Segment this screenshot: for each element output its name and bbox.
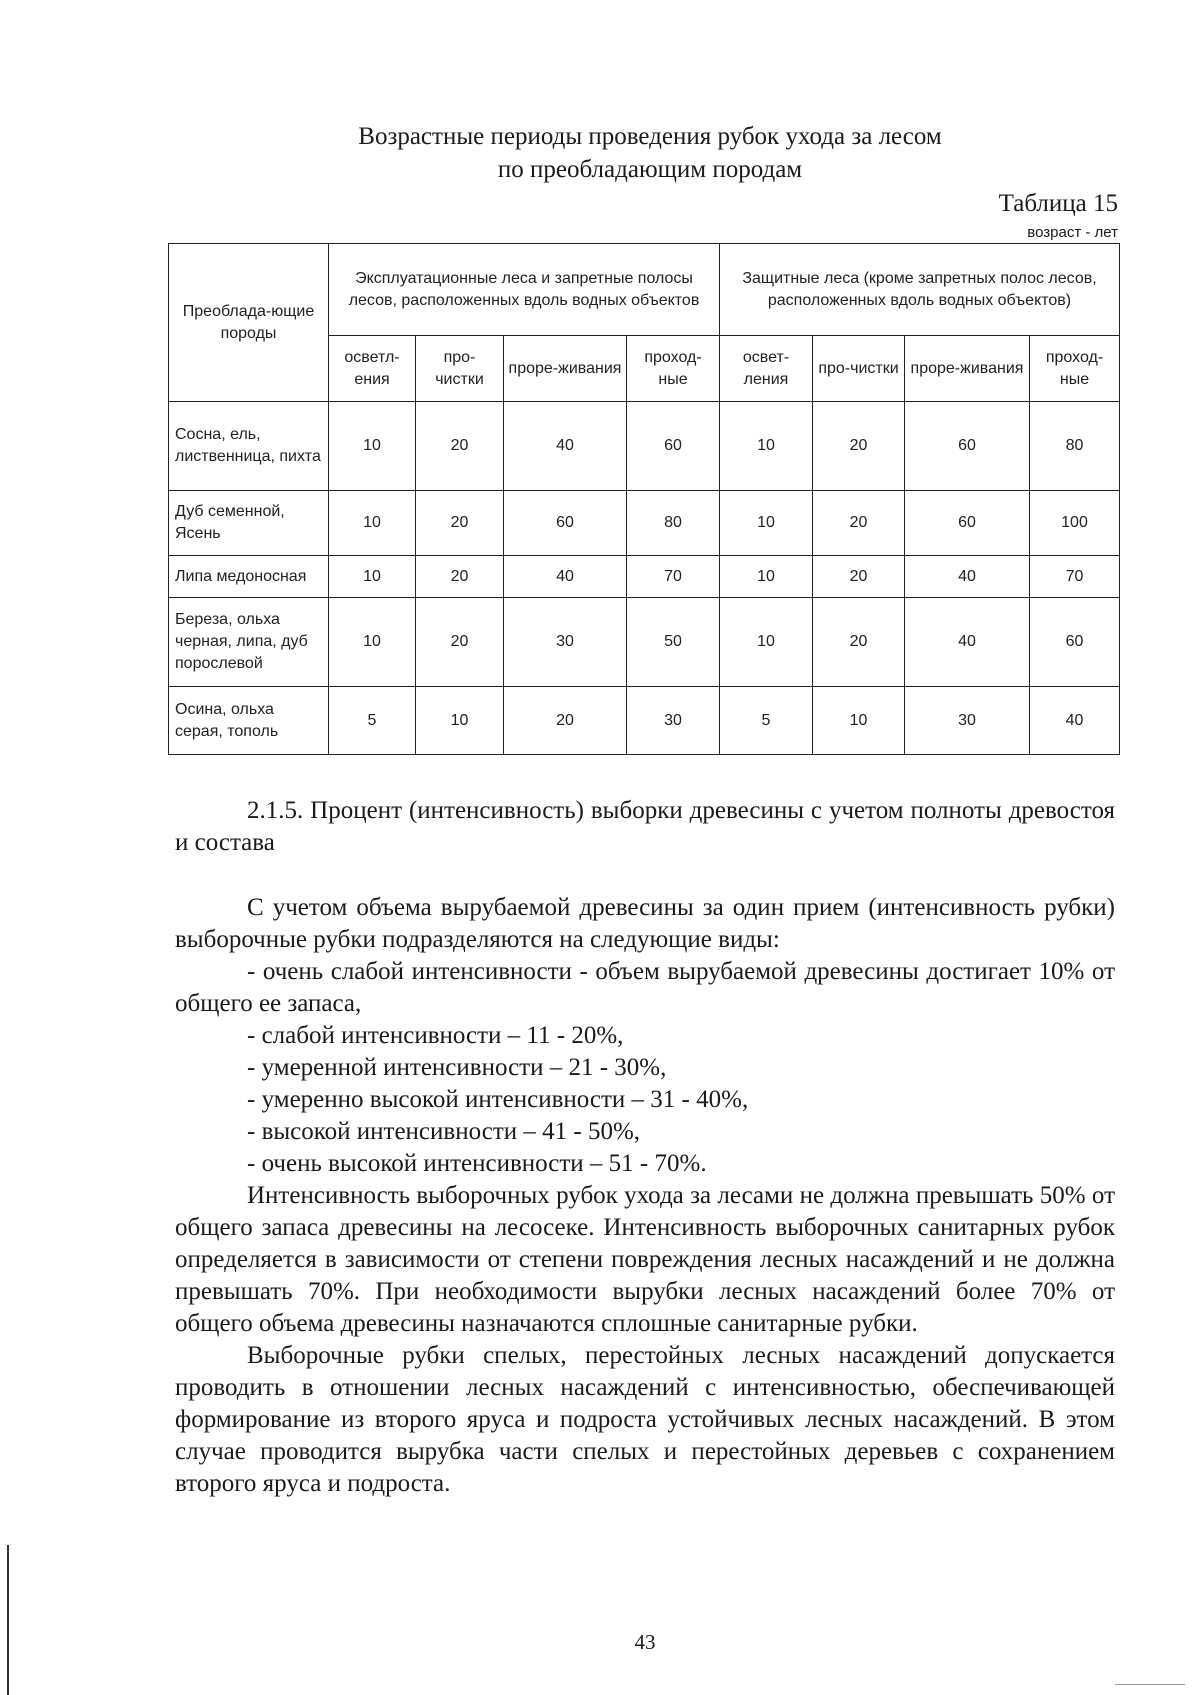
table-row xyxy=(169,598,1120,687)
value-cell: 30 xyxy=(504,598,627,687)
value-cell: 100 xyxy=(1030,491,1120,556)
species-cell: Липа медоносная xyxy=(169,556,329,598)
value-cell: 10 xyxy=(329,402,416,491)
table-row xyxy=(169,687,1120,755)
value-cell: 10 xyxy=(329,598,416,687)
value-cell: 70 xyxy=(1030,556,1120,598)
subheader-cell: проход-ные xyxy=(1030,336,1120,402)
value-cell: 30 xyxy=(905,687,1030,755)
list-item: - умеренно высокой интенсивности – 31 - 40%, xyxy=(247,1086,749,1113)
value-cell: 20 xyxy=(416,598,504,687)
value-cell: 40 xyxy=(905,556,1030,598)
subheader-cell: про-чистки xyxy=(813,336,905,402)
table-title-line1: Возрастные периоды проведения рубок ухода за лесом xyxy=(358,123,942,150)
table-header-row xyxy=(169,244,1120,336)
value-cell: 5 xyxy=(720,687,813,755)
value-cell: 20 xyxy=(813,556,905,598)
value-cell: 20 xyxy=(416,556,504,598)
value-cell: 80 xyxy=(627,491,720,556)
paragraph-intro: С учетом объема вырубаемой древесины за один прием (интенсивность рубки) выборочные рубки подразделяются на следующие виды: xyxy=(175,894,1115,953)
value-cell: 10 xyxy=(720,556,813,598)
value-cell: 60 xyxy=(905,491,1030,556)
value-cell: 50 xyxy=(627,598,720,687)
value-cell: 60 xyxy=(1030,598,1120,687)
value-cell: 10 xyxy=(329,491,416,556)
list-item: - слабой интенсивности – 11 - 20%, xyxy=(247,1022,624,1049)
species-cell: Береза, ольха черная, липа, дуб порослевой xyxy=(169,598,329,687)
value-cell: 5 xyxy=(329,687,416,755)
species-cell: Дуб семенной, Ясень xyxy=(169,491,329,556)
value-cell: 30 xyxy=(627,687,720,755)
value-cell: 20 xyxy=(504,687,627,755)
scan-edge-dash xyxy=(1115,1684,1185,1685)
value-cell: 10 xyxy=(720,402,813,491)
value-cell: 40 xyxy=(504,556,627,598)
value-cell: 10 xyxy=(813,687,905,755)
value-cell: 70 xyxy=(627,556,720,598)
value-cell: 40 xyxy=(504,402,627,491)
subheader-cell: освет-ления xyxy=(720,336,813,402)
list-item: - высокой интенсивности – 41 - 50%, xyxy=(247,1118,641,1145)
list-item: - очень высокой интенсивности – 51 - 70%. xyxy=(247,1150,707,1177)
value-cell: 10 xyxy=(329,556,416,598)
paragraph-intensity: Интенсивность выборочных рубок ухода за лесами не должна превышать 50% от общего запаса древесины на лесосеке. Интенсивность выборочных санитарных рубок определяется в зависимости от степени повреждения лесных насаждений и не должна превышать 70%. При необходимости вырубки лесных насаждений более 70% от общего объема древесины назначаются сплошные санитарные рубки. xyxy=(175,1182,1115,1337)
subheader-cell: проре-живания xyxy=(905,336,1030,402)
group-header-exploitation: Эксплуатационные леса и запретные полосы лесов, расположенных вдоль водных объектов xyxy=(329,244,720,336)
subheader-cell: осветл-ения xyxy=(329,336,416,402)
subheader-cell: проход-ные xyxy=(627,336,720,402)
subheader-cell: про-чистки xyxy=(416,336,504,402)
value-cell: 20 xyxy=(416,491,504,556)
section-heading: 2.1.5. Процент (интенсивность) выборки древесины с учетом полноты древостоя и состава xyxy=(175,797,1115,856)
value-cell: 80 xyxy=(1030,402,1120,491)
value-cell: 40 xyxy=(1030,687,1120,755)
table-title xyxy=(280,120,1020,186)
value-cell: 20 xyxy=(416,402,504,491)
value-cell: 40 xyxy=(905,598,1030,687)
value-cell: 20 xyxy=(813,491,905,556)
value-cell: 20 xyxy=(813,402,905,491)
table-row xyxy=(169,402,1120,491)
value-cell: 10 xyxy=(416,687,504,755)
table-row xyxy=(169,491,1120,556)
table-number: Таблица 15 xyxy=(998,190,1118,217)
species-header: Преоблада-ющие породы xyxy=(169,244,329,402)
value-cell: 20 xyxy=(813,598,905,687)
table-unit-note: возраст - лет xyxy=(1027,224,1118,241)
value-cell: 60 xyxy=(627,402,720,491)
value-cell: 60 xyxy=(504,491,627,556)
subheader-cell: проре-живания xyxy=(504,336,627,402)
value-cell: 10 xyxy=(720,491,813,556)
table-title-line2: по преобладающим породам xyxy=(497,156,803,183)
scan-edge-line xyxy=(7,1545,9,1695)
list-item: - очень слабой интенсивности - объем вырубаемой древесины достигает 10% от общего ее запаса, xyxy=(175,958,1115,1017)
list-item: - умеренной интенсивности – 21 - 30%, xyxy=(247,1054,667,1081)
age-periods-table xyxy=(168,243,1120,755)
table-row xyxy=(169,556,1120,598)
paragraph-selective-cutting: Выборочные рубки спелых, перестойных лесных насаждений допускается проводить в отношении лесных насаждений с интенсивностью, обеспечивающей формирование из второго яруса и подроста устойчивых лесных насаждений. В этом случае проводится вырубка части спелых и перестойных деревьев с сохранением второго яруса и подроста. xyxy=(175,1342,1115,1497)
section-heading-block xyxy=(175,795,1115,859)
species-cell: Сосна, ель, лиственница, пихта xyxy=(169,402,329,491)
value-cell: 60 xyxy=(905,402,1030,491)
group-header-protective: Защитные леса (кроме запретных полос лесов, расположенных вдоль водных объектов) xyxy=(720,244,1120,336)
page-number: 43 xyxy=(634,1630,656,1654)
value-cell: 10 xyxy=(720,598,813,687)
main-text-block xyxy=(175,892,1115,1500)
species-cell: Осина, ольха серая, тополь xyxy=(169,687,329,755)
